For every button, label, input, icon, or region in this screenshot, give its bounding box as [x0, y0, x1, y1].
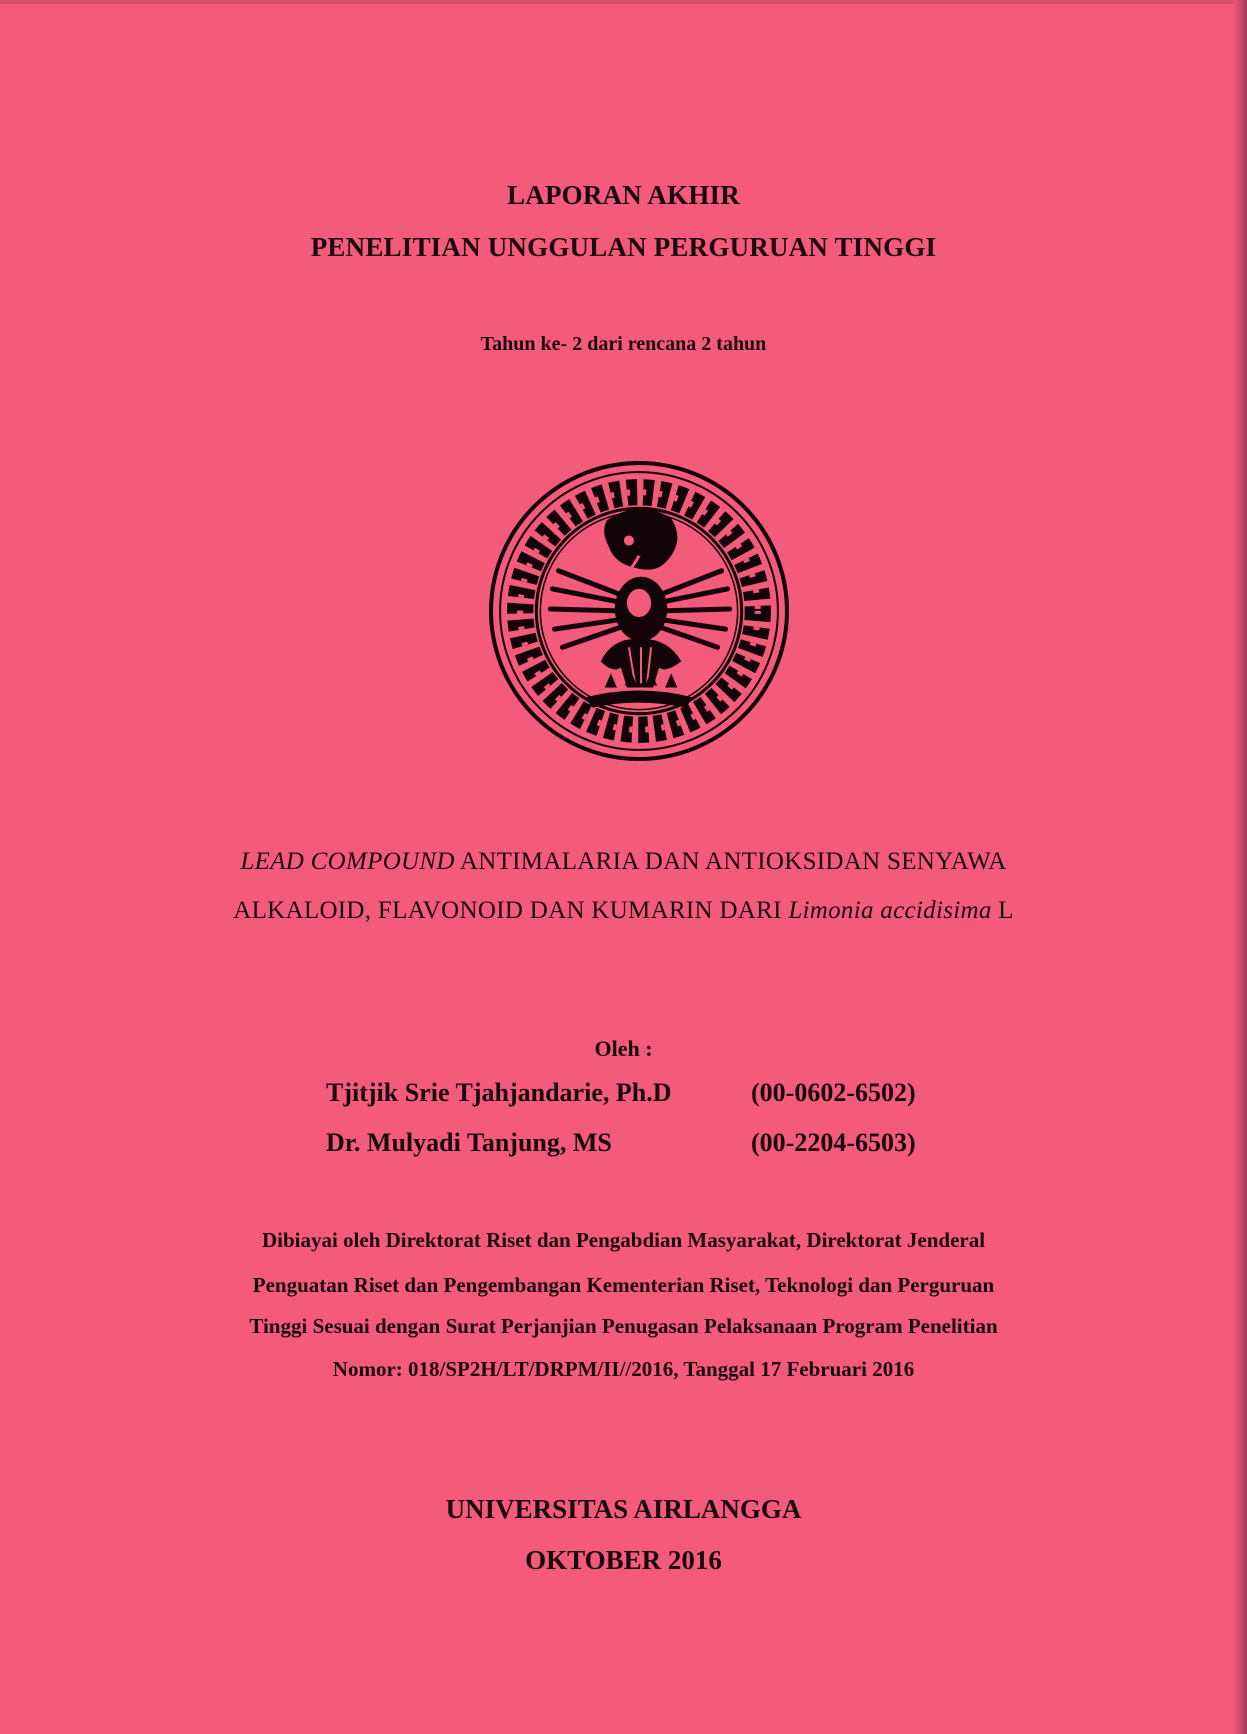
institution-name: UNIVERSITAS AIRLANGGA: [445, 1494, 802, 1524]
report-type: LAPORAN AKHIR: [507, 180, 740, 210]
author-row: [326, 1078, 966, 1118]
funding-line-4: Nomor: 018/SP2H/LT/DRPM/II//2016, Tanggal 17 Februari 2016: [332, 1357, 915, 1381]
title-italic-species: Limonia accidisima: [788, 897, 992, 924]
funding-line-2: Penguatan Riset dan Pengembangan Kementerian Riset, Teknologi dan Perguruan: [252, 1273, 995, 1297]
author-id: (00-2204-6503): [751, 1128, 916, 1157]
authors-label: Oleh :: [594, 1036, 653, 1061]
title-line-2-main: ALKALOID, FLAVONOID DAN KUMARIN DARI: [233, 897, 789, 924]
program-name: PENELITIAN UNGGULAN PERGURUAN TINGGI: [310, 232, 937, 262]
author-name: Tjitjik Srie Tjahjandarie, Ph.D: [326, 1078, 672, 1107]
university-seal-garuda-icon: [488, 460, 790, 762]
author-id: (00-0602-6502): [751, 1078, 916, 1107]
report-date: OKTOBER 2016: [525, 1545, 722, 1575]
research-title-line-1: [0, 848, 1247, 876]
year-info: Tahun ke- 2 dari rencana 2 tahun: [480, 333, 767, 355]
author-row: [326, 1128, 966, 1168]
title-line-2-end: L: [991, 897, 1014, 924]
page-edge-top: [0, 0, 1247, 4]
title-line-1-rest: ANTIMALARIA DAN ANTIOKSIDAN SENYAWA: [454, 848, 1007, 875]
author-name: Dr. Mulyadi Tanjung, MS: [326, 1128, 612, 1157]
title-italic-lead-compound: LEAD COMPOUND: [240, 848, 455, 875]
research-title-line-2: [0, 897, 1247, 925]
funding-line-1: Dibiayai oleh Direktorat Riset dan Pengabdian Masyarakat, Direktorat Jenderal: [261, 1228, 986, 1252]
funding-line-3: Tinggi Sesuai dengan Surat Perjanjian Penugasan Pelaksanaan Program Penelitian: [249, 1314, 998, 1338]
